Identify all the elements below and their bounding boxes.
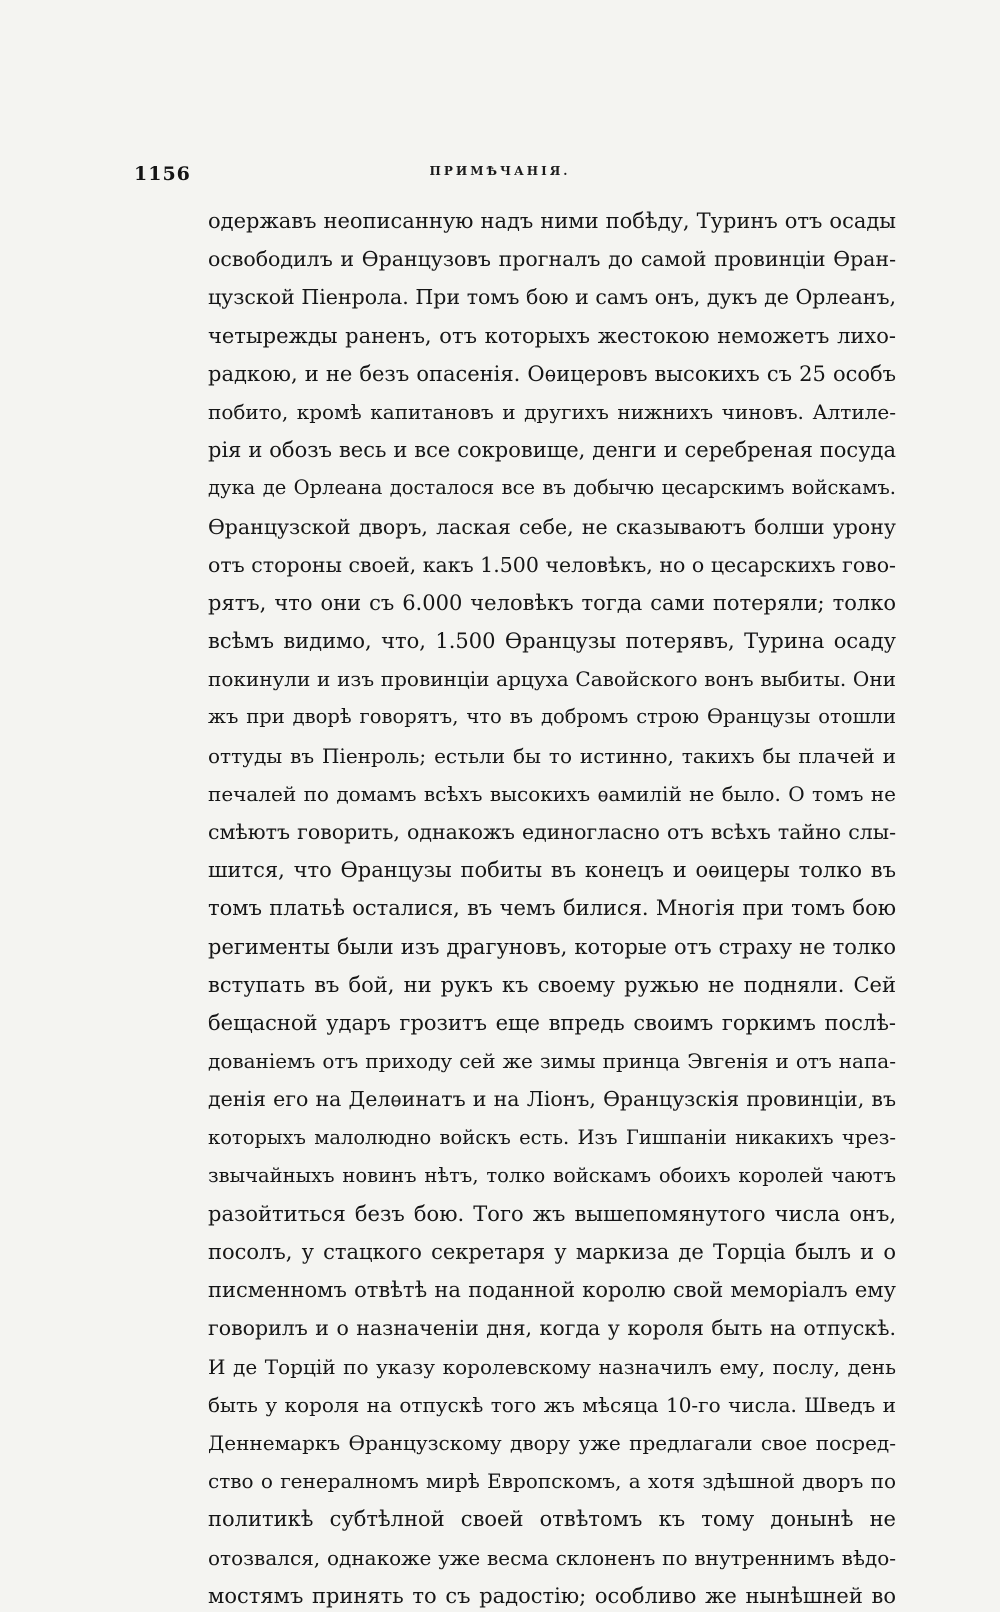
text-line: отъ стороны своей, какъ 1.500 человѣкъ, но о цесарскихъ гово- <box>208 552 896 577</box>
text-line: мостямъ принять то съ радостію; особливо же нынѣшней во <box>208 1583 896 1608</box>
text-line: оттуды въ Піенроль; естьли бы то истинно, такихъ бы плачей и <box>208 743 896 768</box>
text-line: вступать въ бой, ни рукъ къ своему ружью не подняли. Сей <box>208 972 896 997</box>
text-line: Ѳранцузской дворъ, лаская себе, не сказываютъ болши урону <box>208 514 896 539</box>
text-line: разойтиться безъ бою. Того жъ вышепомянутого числа онъ, <box>208 1201 896 1226</box>
text-line: регименты были изъ драгуновъ, которые отъ страху не толко <box>208 934 896 959</box>
text-line: побито, кромѣ капитановъ и другихъ нижнихъ чиновъ. Алтиле- <box>208 399 896 424</box>
text-line: посолъ, у стацкого секретаря у маркиза де Торціа былъ и о <box>208 1240 896 1265</box>
text-line: четырежды раненъ, отъ которыхъ жестокою неможетъ лихо- <box>208 323 896 348</box>
text-line: шится, что Ѳранцузы побиты въ конецъ и оѳицеры толко въ <box>208 858 896 883</box>
text-line: томъ платьѣ осталися, въ чемъ билися. Многія при томъ бою <box>208 896 896 921</box>
text-line: денія его на Делѳинатъ и на Ліонъ, Ѳранцузскія провинціи, въ <box>208 1087 896 1112</box>
text-line: радкою, и не безъ опасенія. Оѳицеровъ высокихъ съ 25 особъ <box>208 361 896 386</box>
text-line: дука де Орлеана досталося все въ добычю цесарскимъ войскамъ. <box>208 476 896 500</box>
text-line: писменномъ отвѣтѣ на поданной королю свой меморіалъ ему <box>208 1278 896 1303</box>
text-line: всѣмъ видимо, что, 1.500 Ѳранцузы потерявъ, Турина осаду <box>208 629 896 654</box>
text-line: цузской Піенрола. При томъ бою и самъ онъ, дукъ де Орлеанъ, <box>208 285 896 310</box>
text-line: Деннемаркъ Ѳранцузскому двору уже предлагали свое посред- <box>208 1431 896 1455</box>
text-line: политикѣ субтѣлной своей отвѣтомъ къ тому донынѣ не <box>208 1507 896 1532</box>
text-line: бещасной ударъ грозитъ еще впредь своимъ горкимъ послѣ- <box>208 1010 896 1035</box>
text-line: освободилъ и Ѳранцузовъ прогналъ до самой провинціи Ѳран- <box>208 247 896 272</box>
text-line: ство о генералномъ мирѣ Европскомъ, а хотя здѣшной дворъ по <box>208 1469 896 1494</box>
text-line: рятъ, что они съ 6.000 человѣкъ тогда сами потеряли; толко <box>208 590 896 615</box>
text-line: звычайныхъ новинъ нѣтъ, толко войскамъ обоихъ королей чаютъ <box>208 1163 896 1187</box>
text-line: которыхъ малолюдно войскъ есть. Изъ Гишпаніи никакихъ чрез- <box>208 1125 896 1149</box>
page-number: 1156 <box>134 163 191 185</box>
text-line: смѣютъ говорить, однакожъ единогласно отъ всѣхъ тайно слы- <box>208 820 896 844</box>
body-text <box>208 202 896 1615</box>
running-head: ПРИМѢЧАНІЯ. <box>429 164 571 178</box>
text-line: рія и обозъ весь и все сокровище, денги и серебреная посуда <box>208 438 896 463</box>
text-line: жъ при дворѣ говорятъ, что въ добромъ строю Ѳранцузы отошли <box>208 705 896 729</box>
text-line: печалей по домамъ всѣхъ высокихъ ѳамилій не было. О томъ не <box>208 781 896 806</box>
text-line: покинули и изъ провинціи арцуха Савойского вонъ выбиты. Они <box>208 667 896 692</box>
text-line: отозвался, однакоже уже весма склоненъ по внутреннимъ вѣдо- <box>208 1545 896 1570</box>
text-line: И де Торцій по указу королевскому назначилъ ему, послу, день <box>208 1354 896 1379</box>
text-line: быть у короля на отпускѣ того жъ мѣсяца 10-го числа. Шведъ и <box>208 1392 896 1417</box>
text-line: одержавъ неописанную надъ ними побѣду, Туринъ отъ осады <box>208 209 896 233</box>
text-line: говорилъ и о назначеніи дня, когда у короля быть на отпускѣ. <box>208 1316 896 1341</box>
text-line: дованіемъ отъ приходу сей же зимы принца Эвгенія и отъ напа- <box>208 1049 896 1074</box>
